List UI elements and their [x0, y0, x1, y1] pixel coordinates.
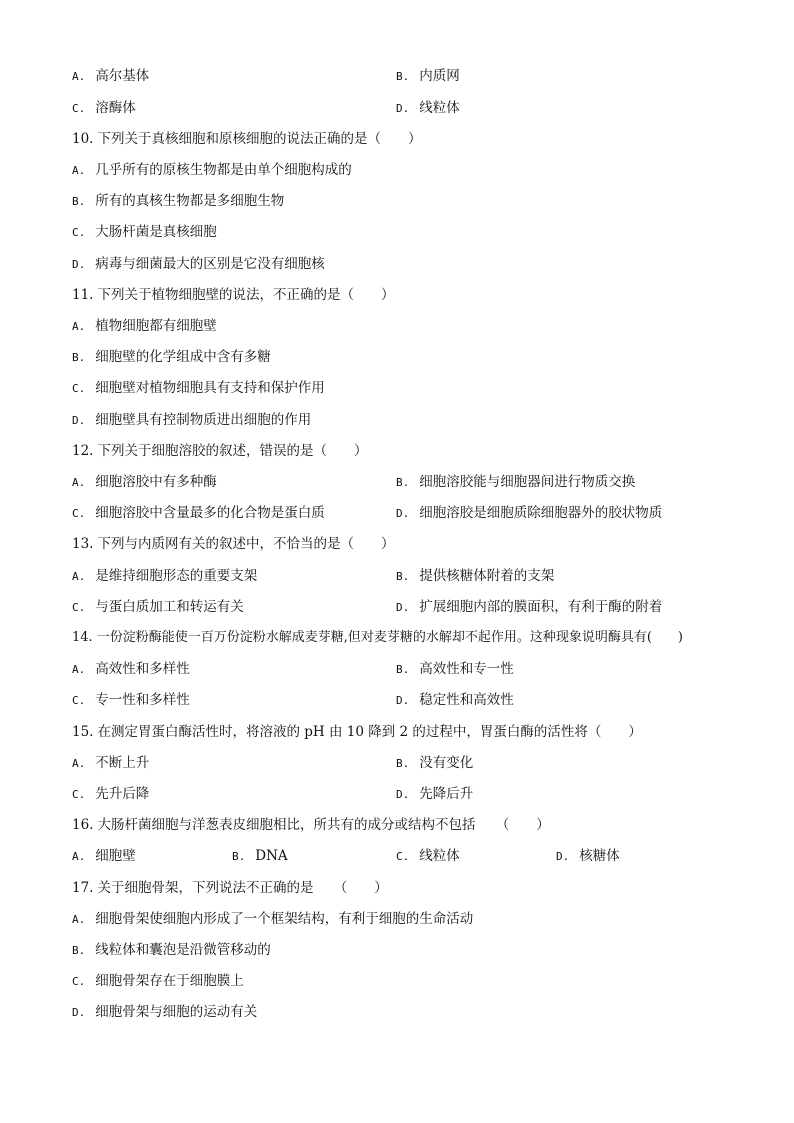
option-text: 高尔基体 — [95, 68, 150, 84]
option-letter: A. — [72, 663, 86, 676]
q14-option-d — [396, 690, 514, 710]
option-letter: A. — [72, 476, 86, 489]
q15-option-d — [396, 784, 473, 804]
option-text: 细胞溶胶中含量最多的化合物是蛋白质 — [95, 505, 325, 521]
option-letter: D. — [72, 414, 86, 427]
option-letter: B. — [396, 757, 410, 770]
option-letter: B. — [396, 70, 410, 83]
option-text: 细胞壁的化学组成中含有多糖 — [95, 349, 271, 365]
option-letter: A. — [72, 70, 86, 83]
option-letter: D. — [396, 694, 410, 707]
q12-stem — [72, 441, 367, 461]
q10-option-c — [72, 222, 217, 242]
question-number: 12. — [72, 443, 94, 459]
question-number: 15. — [72, 724, 94, 740]
option-text: 高效性和专一性 — [419, 661, 514, 677]
q17-option-d — [72, 1002, 257, 1022]
option-letter: A. — [72, 164, 86, 177]
option-letter: D. — [72, 258, 86, 271]
option-letter: D. — [72, 1006, 86, 1019]
q17-option-c — [72, 971, 244, 991]
option-text: 提供核糖体附着的支架 — [419, 568, 555, 584]
option-text: 细胞骨架存在于细胞膜上 — [95, 973, 244, 989]
option-text: 先升后降 — [95, 786, 150, 802]
q12-option-a — [72, 472, 217, 492]
option-text: 大肠杆菌是真核细胞 — [95, 224, 217, 240]
option-text: 线粒体 — [419, 100, 460, 116]
option-text: 线粒体和囊泡是沿微管移动的 — [95, 942, 271, 958]
option-letter: B. — [72, 944, 86, 957]
option-letter: B. — [72, 351, 86, 364]
option-text: 线粒体 — [419, 848, 460, 864]
q9-option-b — [396, 66, 460, 86]
question-number: 16. — [72, 817, 94, 833]
question-text: 在测定胃蛋白酶活性时，将溶液的 pH 由 10 降到 2 的过程中，胃蛋白酶的活性将（ ） — [97, 724, 642, 740]
q11-stem — [72, 285, 394, 305]
option-letter: C. — [396, 850, 410, 863]
option-text: 溶酶体 — [95, 100, 136, 116]
option-text: 细胞骨架使细胞内形成了一个框架结构，有利于细胞的生命活动 — [95, 911, 474, 927]
option-text: 几乎所有的原核生物都是由单个细胞构成的 — [95, 162, 352, 178]
question-text: 大肠杆菌细胞与洋葱表皮细胞相比，所共有的成分或结构不包括 （ ） — [97, 817, 550, 833]
option-text: 没有变化 — [419, 755, 474, 771]
q17-option-b — [72, 940, 271, 960]
question-text: 下列关于细胞溶胶的叙述，错误的是（ ） — [97, 443, 368, 459]
option-text: 不断上升 — [95, 755, 150, 771]
q10-stem — [72, 129, 421, 149]
option-letter: C. — [72, 102, 86, 115]
q11-option-b — [72, 347, 271, 367]
option-letter: C. — [72, 226, 86, 239]
option-text: 病毒与细菌最大的区别是它没有细胞核 — [95, 256, 325, 272]
q16-option-b — [232, 846, 288, 866]
option-letter: B. — [72, 195, 86, 208]
q12-option-b — [396, 472, 635, 492]
q9-option-d — [396, 98, 460, 118]
option-letter: D. — [396, 788, 410, 801]
q9-option-a — [72, 66, 149, 86]
q13-option-a — [72, 566, 257, 586]
option-letter: A. — [72, 913, 86, 926]
q15-option-a — [72, 753, 149, 773]
option-text: 专一性和多样性 — [95, 692, 190, 708]
option-letter: C. — [72, 694, 86, 707]
q13-stem — [72, 534, 394, 554]
option-letter: A. — [72, 757, 86, 770]
option-letter: B. — [232, 850, 246, 863]
option-text: 细胞溶胶中有多种酶 — [95, 474, 217, 490]
q13-option-d — [396, 597, 662, 617]
q15-option-c — [72, 784, 149, 804]
question-number: 13. — [72, 536, 94, 552]
q17-option-a — [72, 909, 473, 929]
question-number: 11. — [72, 287, 94, 303]
option-text: 扩展细胞内部的膜面积，有利于酶的附着 — [419, 599, 663, 615]
q15-option-b — [396, 753, 473, 773]
option-text: 所有的真核生物都是多细胞生物 — [95, 193, 285, 209]
option-letter: C. — [72, 507, 86, 520]
option-text: 先降后升 — [419, 786, 474, 802]
option-text: 是维持细胞形态的重要支架 — [95, 568, 258, 584]
option-letter: A. — [72, 850, 86, 863]
question-number: 14. — [72, 630, 93, 645]
q10-option-a — [72, 160, 352, 180]
q11-option-d — [72, 410, 311, 430]
q9-option-c — [72, 98, 136, 118]
q16-stem — [72, 815, 550, 835]
option-text: 细胞骨架与细胞的运动有关 — [95, 1004, 258, 1020]
q14-option-a — [72, 659, 190, 679]
option-letter: B. — [396, 663, 410, 676]
option-letter: A. — [72, 570, 86, 583]
q16-option-a — [72, 846, 136, 866]
q17-stem — [72, 878, 388, 898]
option-text: 高效性和多样性 — [95, 661, 190, 677]
option-letter: D. — [396, 601, 410, 614]
q15-stem — [72, 722, 642, 742]
q14-option-c — [72, 690, 190, 710]
option-letter: C. — [72, 601, 86, 614]
option-text: 与蛋白质加工和转运有关 — [95, 599, 244, 615]
option-text: DNA — [255, 848, 288, 864]
option-letter: D. — [396, 507, 410, 520]
question-number: 17. — [72, 880, 94, 896]
q13-option-c — [72, 597, 244, 617]
q16-option-c — [396, 846, 460, 866]
question-text: 关于细胞骨架，下列说法不正确的是 （ ） — [97, 880, 388, 896]
option-text: 植物细胞都有细胞壁 — [95, 318, 217, 334]
q14-stem — [72, 628, 683, 648]
option-text: 细胞溶胶能与细胞器间进行物质交换 — [419, 474, 636, 490]
option-text: 核糖体 — [579, 848, 620, 864]
option-letter: C. — [72, 788, 86, 801]
option-text: 稳定性和高效性 — [419, 692, 514, 708]
question-number: 10. — [72, 131, 94, 147]
q11-option-a — [72, 316, 217, 336]
option-letter: B. — [396, 476, 410, 489]
option-text: 细胞壁对植物细胞具有支持和保护作用 — [95, 380, 325, 396]
option-text: 细胞溶胶是细胞质除细胞器外的胶状物质 — [419, 505, 663, 521]
q14-option-b — [396, 659, 514, 679]
option-letter: C. — [72, 382, 86, 395]
q11-option-c — [72, 378, 325, 398]
option-letter: D. — [556, 850, 570, 863]
option-text: 细胞壁具有控制物质进出细胞的作用 — [95, 412, 312, 428]
question-text: 一份淀粉酶能使一百万份淀粉水解成麦芽糖,但对麦芽糖的水解却不起作用。这种现象说明酶具有( ) — [96, 630, 683, 645]
option-text: 细胞壁 — [95, 848, 136, 864]
q10-option-d — [72, 254, 325, 274]
q12-option-d — [396, 503, 662, 523]
option-letter: C. — [72, 975, 86, 988]
question-text: 下列关于真核细胞和原核细胞的说法正确的是（ ） — [97, 131, 422, 147]
option-letter: B. — [396, 570, 410, 583]
q13-option-b — [396, 566, 554, 586]
q12-option-c — [72, 503, 325, 523]
option-text: 内质网 — [419, 68, 460, 84]
q10-option-b — [72, 191, 284, 211]
q16-option-d — [556, 846, 620, 866]
option-letter: D. — [396, 102, 410, 115]
question-text: 下列与内质网有关的叙述中，不恰当的是（ ） — [97, 536, 395, 552]
question-text: 下列关于植物细胞壁的说法，不正确的是（ ） — [97, 287, 395, 303]
option-letter: A. — [72, 320, 86, 333]
